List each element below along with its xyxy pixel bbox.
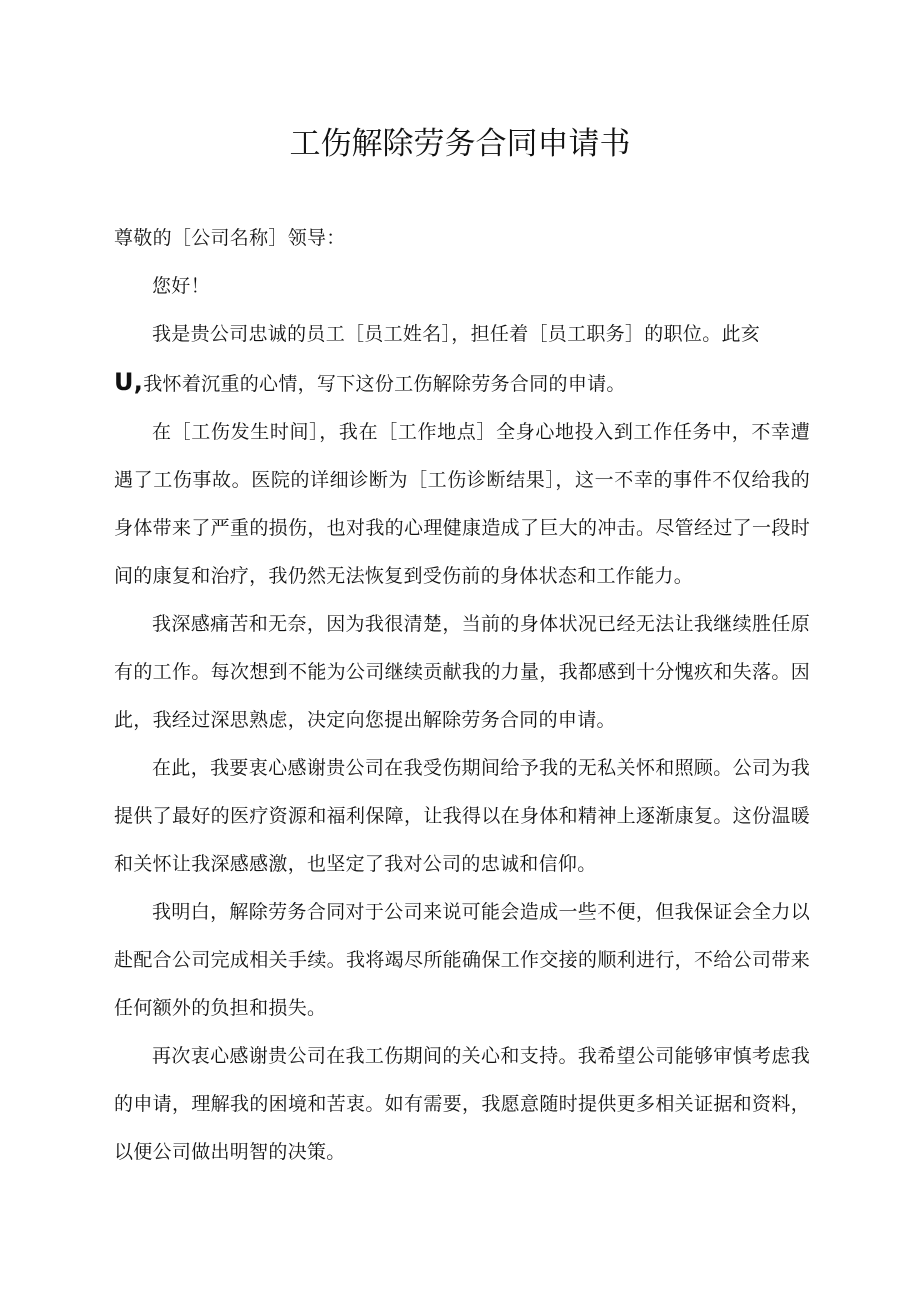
paragraph-4: 在此，我要衷心感谢贵公司在我受伤期间给予我的无私关怀和照顾。公司为我提供了最好的医疗资源和福利保障，让我得以在身体和精神上逐渐康复。这份温暖和关怀让我深感感激，也坚定了我对公司的忠诚和信仰。 (114, 757, 810, 875)
paragraph-6: 再次衷心感谢贵公司在我工伤期间的关心和支持。我希望公司能够审慎考虑我的申请，理解我的困境和苦衷。如有需要，我愿意随时提供更多相关证据和资料，以便公司做出明智的决策。 (114, 1045, 810, 1163)
paragraph-1-line-2: 我怀着沉重的心情，写下这份工伤解除劳务合同的申请。 (143, 373, 626, 395)
greeting: 您好！ (152, 275, 210, 297)
paragraph-1 (114, 310, 810, 408)
document-title: 工伤解除劳务合同申请书 (289, 126, 631, 162)
document-body (114, 214, 810, 1176)
paragraph-2: 在［工伤发生时间］，我在［工作地点］全身心地投入到工作任务中，不幸遭遇了工伤事故。医院的详细诊断为［工伤诊断结果］，这一不幸的事件不仅给我的身体带来了严重的损伤，也对我的心理健康造成了巨大的冲击。尽管经过了一段时间的康复和治疗，我仍然无法恢复到受伤前的身体状态和工作能力。 (114, 421, 810, 587)
paragraph-1-line-1: 我是贵公司忠诚的员工［员工姓名］，担任着［员工职务］的职位。此亥 (152, 323, 761, 345)
paragraph-5: 我明白，解除劳务合同对于公司来说可能会造成一些不便，但我保证会全力以赴配合公司完成相关手续。我将竭尽所能确保工作交接的顺利进行，不给公司带来任何额外的负担和损失。 (114, 901, 810, 1019)
paragraph-3: 我深感痛苦和无奈，因为我很清楚，当前的身体状况已经无法让我继续胜任原有的工作。每次想到不能为公司继续贡献我的力量，我都感到十分愧疚和失落。因此，我经过深思熟虑，决定向您提出解除劳务合同的申请。 (114, 613, 810, 731)
salutation: 尊敬的［公司名称］领导： (114, 227, 346, 249)
paragraph-1-artifact: U, (114, 368, 144, 396)
